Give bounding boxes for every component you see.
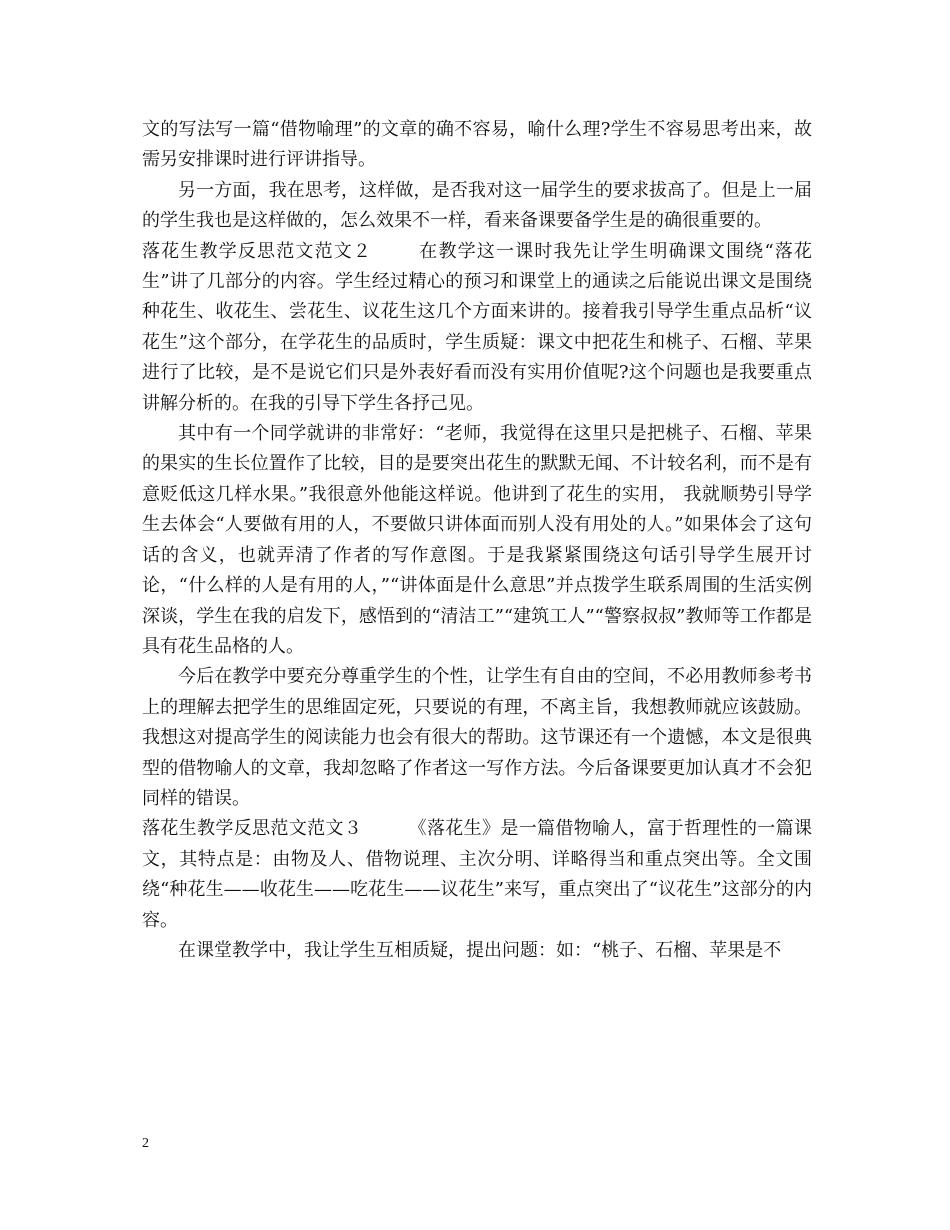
page-number: 2 — [142, 1136, 149, 1151]
paragraph-2: 另一方面，我在思考，这样做，是否我对这一届学生的要求拔高了。但是上一届的学生我也是这样做的，怎么效果不一样，看来备课要备学生是的确很重要的。 — [142, 179, 812, 232]
paragraph-4: 其中有一个同学就讲的非常好：“老师，我觉得在这里只是把桃子、石榴、苹果的果实的生长位置作了比较，目的是要突出花生的默默无闻、不计较名利，而不是有意贬低这几样水果。”我很意外他能这样说。他讲到了花生的实用， 我就顺势引导学生去体会“人要做有用的人，不要做只讲体面而别人没有用处的人。”如果体会了这句话的含义，也就弄清了作者的写作意图。于是我紧紧围绕这句话引导学生展开讨论，“什么样的人是有用的人，”“讲体面是什么意思”并点拨学生联系周围的生活实例深谈，学生在我的启发下，感悟到的“清洁工”“建筑工人”“警察叔叔”教师等工作都是具有花生品格的人。 — [142, 423, 812, 657]
paragraph-5: 今后在教学中要充分尊重学生的个性，让学生有自由的空间，不必用教师参考书上的理解去把学生的思维固定死，只要说的有理，不离主旨，我想教师就应该鼓励。我想这对提高学生的阅读能力也会有很大的帮助。这节课还有一个遗憾，本文是很典型的借物喻人的文章，我却忽略了作者这一写作方法。今后备课要更加认真才不会犯同样的错误。 — [142, 666, 812, 809]
section-heading-3: 落花生教学反思范文范文３ — [142, 818, 363, 840]
paragraph-7: 在课堂教学中，我让学生互相质疑，提出问题：如：“桃子、石榴、苹果是不 — [178, 939, 782, 961]
section-heading-2: 落花生教学反思范文范文２ — [142, 240, 373, 262]
paragraph-1: 文的写法写一篇“借物喻理”的文章的确不容易，喻什么理?学生不容易思考出来，故需另安排课时进行评讲指导。 — [142, 119, 812, 171]
paragraph-6 — [142, 814, 812, 936]
document-body — [142, 115, 812, 966]
paragraph-6-text: 《落花生》是一篇借物喻人，富于哲理性的一篇课文，其特点是：由物及人、借物说理、主次分明、详略得当和重点突出等。全文围绕“种花生——收花生——吃花生——议花生”来写，重点突出了“议花生”这部分的内容。 — [142, 818, 812, 931]
paragraph-3 — [142, 237, 812, 419]
paragraph-3-text: 在教学这一课时我先让学生明确课文围绕“落花生”讲了几部分的内容。学生经过精心的预习和课堂上的通读之后能说出课文是围绕种花生、收花生、尝花生、议花生这几个方面来讲的。接着我引导学生重点品析“议花生”这个部分，在学花生的品质时，学生质疑：课文中把花生和桃子、石榴、苹果进行了比较，是不是说它们只是外表好看而没有实用价值呢?这个问题也是我要重点讲解分析的。在我的引导下学生各抒己见。 — [142, 240, 812, 414]
